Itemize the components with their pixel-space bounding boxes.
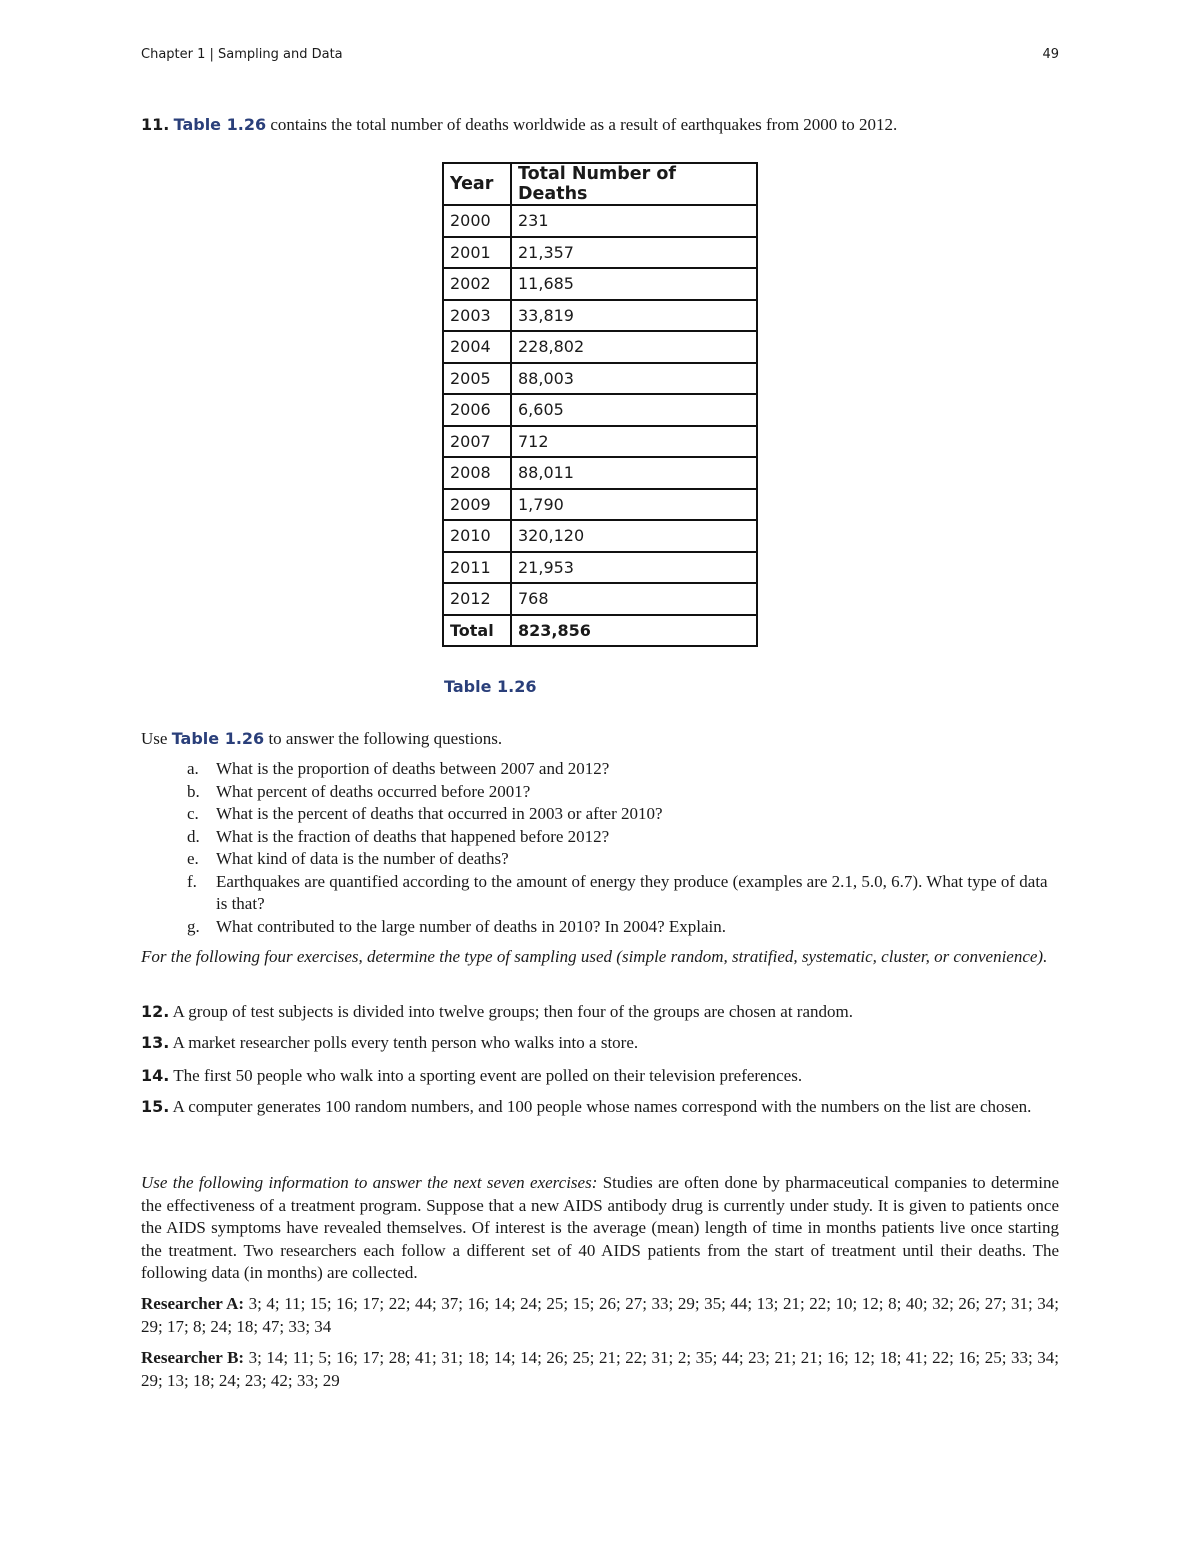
question-label: g. — [187, 916, 200, 936]
question-text: What is the fraction of deaths that happened before 2012? — [216, 826, 610, 846]
info-lead-in: Use the following information to answer the next seven exercises: — [141, 1173, 598, 1192]
year-cell: 2009 — [443, 489, 511, 521]
total-value-cell: 823,856 — [511, 615, 757, 647]
year-cell: 2006 — [443, 394, 511, 426]
year-cell: 2011 — [443, 552, 511, 584]
table-reference-link[interactable]: Table 1.26 — [171, 729, 265, 748]
exercise-text: contains the total number of deaths worldwide as a result of earthquakes from 2000 to 2012. — [266, 115, 898, 134]
page-number: 49 — [1042, 47, 1059, 62]
table-row — [443, 426, 757, 458]
question-label: d. — [187, 826, 200, 846]
deaths-cell: 320,120 — [511, 520, 757, 552]
use-text-pre: Use — [141, 729, 172, 748]
aids-study-paragraph — [141, 1172, 1059, 1285]
exercise-number: 14. — [141, 1066, 170, 1085]
info-text: Studies are often done by pharmaceutical companies to determine the effectiveness of a treatment program. Suppose that a new AIDS antibody drug is currently under study. It is given to patients once the AIDS symptoms have revealed themselves. Of interest is the average (mean) length of time in months patients live once starting the treatment. Two researchers each follow a different set of 40 AIDS patients from the start of treatment until their deaths. The following data (in months) are collected. — [141, 1173, 1059, 1282]
question-text: Earthquakes are quantified according to the amount of energy they produce (examples are 2.1, 5.0, 6.7). What type of data is that? — [216, 871, 1048, 913]
table-row — [443, 237, 757, 269]
list-item — [141, 826, 1059, 849]
list-item — [141, 781, 1059, 804]
exercise-number: 12. — [141, 1002, 170, 1021]
sampling-instructions: For the following four exercises, determine the type of sampling used (simple random, stratified, systematic, cluster, or convenience). — [141, 947, 1048, 966]
table-caption: Table 1.26 — [444, 677, 537, 696]
deaths-cell: 712 — [511, 426, 757, 458]
table-row — [443, 363, 757, 395]
year-cell: 2002 — [443, 268, 511, 300]
question-text: What is the percent of deaths that occurred in 2003 or after 2010? — [216, 804, 663, 823]
year-cell: 2004 — [443, 331, 511, 363]
table-total-row — [443, 615, 757, 647]
researcher-label: Researcher A: — [141, 1294, 245, 1313]
question-list — [141, 758, 1059, 938]
column-header-year: Year — [443, 163, 511, 205]
researcher-b-data — [141, 1347, 1059, 1392]
year-cell: 2012 — [443, 583, 511, 615]
deaths-cell: 231 — [511, 205, 757, 237]
year-cell: 2003 — [443, 300, 511, 332]
year-cell: 2000 — [443, 205, 511, 237]
deaths-cell: 33,819 — [511, 300, 757, 332]
table-row — [443, 457, 757, 489]
deaths-cell: 88,003 — [511, 363, 757, 395]
use-table-instruction — [141, 728, 502, 751]
year-cell: 2001 — [443, 237, 511, 269]
use-text-post: to answer the following questions. — [264, 729, 503, 748]
list-item — [141, 848, 1059, 871]
chapter-title: Chapter 1 | Sampling and Data — [141, 47, 343, 62]
researcher-a-data — [141, 1293, 1059, 1338]
exercise-14 — [141, 1065, 1059, 1088]
table-row — [443, 520, 757, 552]
question-label: e. — [187, 849, 199, 868]
exercise-15 — [141, 1096, 1059, 1119]
question-label: a. — [187, 759, 199, 778]
table-row — [443, 331, 757, 363]
table-row — [443, 268, 757, 300]
question-label: f. — [187, 871, 197, 891]
researcher-label: Researcher B: — [141, 1348, 245, 1367]
exercise-text: A market researcher polls every tenth person who walks into a store. — [169, 1033, 639, 1052]
deaths-cell: 21,357 — [511, 237, 757, 269]
earthquake-deaths-table — [442, 162, 758, 647]
exercise-12 — [141, 1001, 1059, 1024]
year-cell: 2005 — [443, 363, 511, 395]
year-cell: 2007 — [443, 426, 511, 458]
exercise-number: 13. — [141, 1033, 170, 1052]
table-row — [443, 394, 757, 426]
year-cell: 2010 — [443, 520, 511, 552]
table-row — [443, 583, 757, 615]
question-text: What kind of data is the number of deaths? — [216, 849, 509, 868]
deaths-cell: 6,605 — [511, 394, 757, 426]
exercise-number: 11. — [141, 115, 170, 134]
question-text: What percent of deaths occurred before 2001? — [216, 781, 531, 801]
table-row — [443, 489, 757, 521]
question-label: c. — [187, 804, 199, 823]
table-reference-link[interactable]: Table 1.26 — [173, 115, 267, 134]
column-header-deaths: Total Number of Deaths — [511, 163, 757, 205]
deaths-cell: 768 — [511, 583, 757, 615]
table-row — [443, 205, 757, 237]
question-text: What is the proportion of deaths between 2007 and 2012? — [216, 759, 610, 778]
exercise-text: A computer generates 100 random numbers, and 100 people whose names correspond with the numbers on the list are chosen. — [169, 1097, 1032, 1116]
exercise-text: The first 50 people who walk into a sporting event are polled on their television preferences. — [169, 1066, 803, 1085]
page-header — [141, 47, 1059, 67]
table-row — [443, 552, 757, 584]
deaths-cell: 1,790 — [511, 489, 757, 521]
total-label-cell: Total — [443, 615, 511, 647]
deaths-cell: 88,011 — [511, 457, 757, 489]
question-text: What contributed to the large number of deaths in 2010? In 2004? Explain. — [216, 916, 727, 936]
deaths-cell: 21,953 — [511, 552, 757, 584]
table-header-row — [443, 163, 757, 205]
table-row — [443, 300, 757, 332]
exercise-number: 15. — [141, 1097, 170, 1116]
year-cell: 2008 — [443, 457, 511, 489]
exercise-text: A group of test subjects is divided into twelve groups; then four of the groups are chosen at random. — [169, 1002, 853, 1021]
question-label: b. — [187, 781, 200, 801]
researcher-values: 3; 4; 11; 15; 16; 17; 22; 44; 37; 16; 14; 24; 25; 15; 26; 27; 33; 29; 35; 44; 13; 21; 22; 10; 12; 8; 40; 32; 26; 27; 31; 34; 29; 17; 8; 24; 18; 47; 33; 34 — [141, 1294, 1059, 1336]
researcher-values: 3; 14; 11; 5; 16; 17; 28; 41; 31; 18; 14; 14; 26; 25; 21; 22; 31; 2; 35; 44; 23; 21; 21; 16; 12; 18; 41; 22; 16; 25; 33; 34; 29; 13; 18; 24; 23; 42; 33; 29 — [141, 1348, 1059, 1390]
list-item — [141, 758, 1059, 781]
deaths-cell: 11,685 — [511, 268, 757, 300]
list-item — [141, 803, 1059, 826]
exercise-13 — [141, 1032, 1059, 1055]
deaths-cell: 228,802 — [511, 331, 757, 363]
list-item — [141, 871, 1059, 916]
exercise-11 — [141, 114, 1059, 137]
list-item — [141, 916, 1059, 939]
